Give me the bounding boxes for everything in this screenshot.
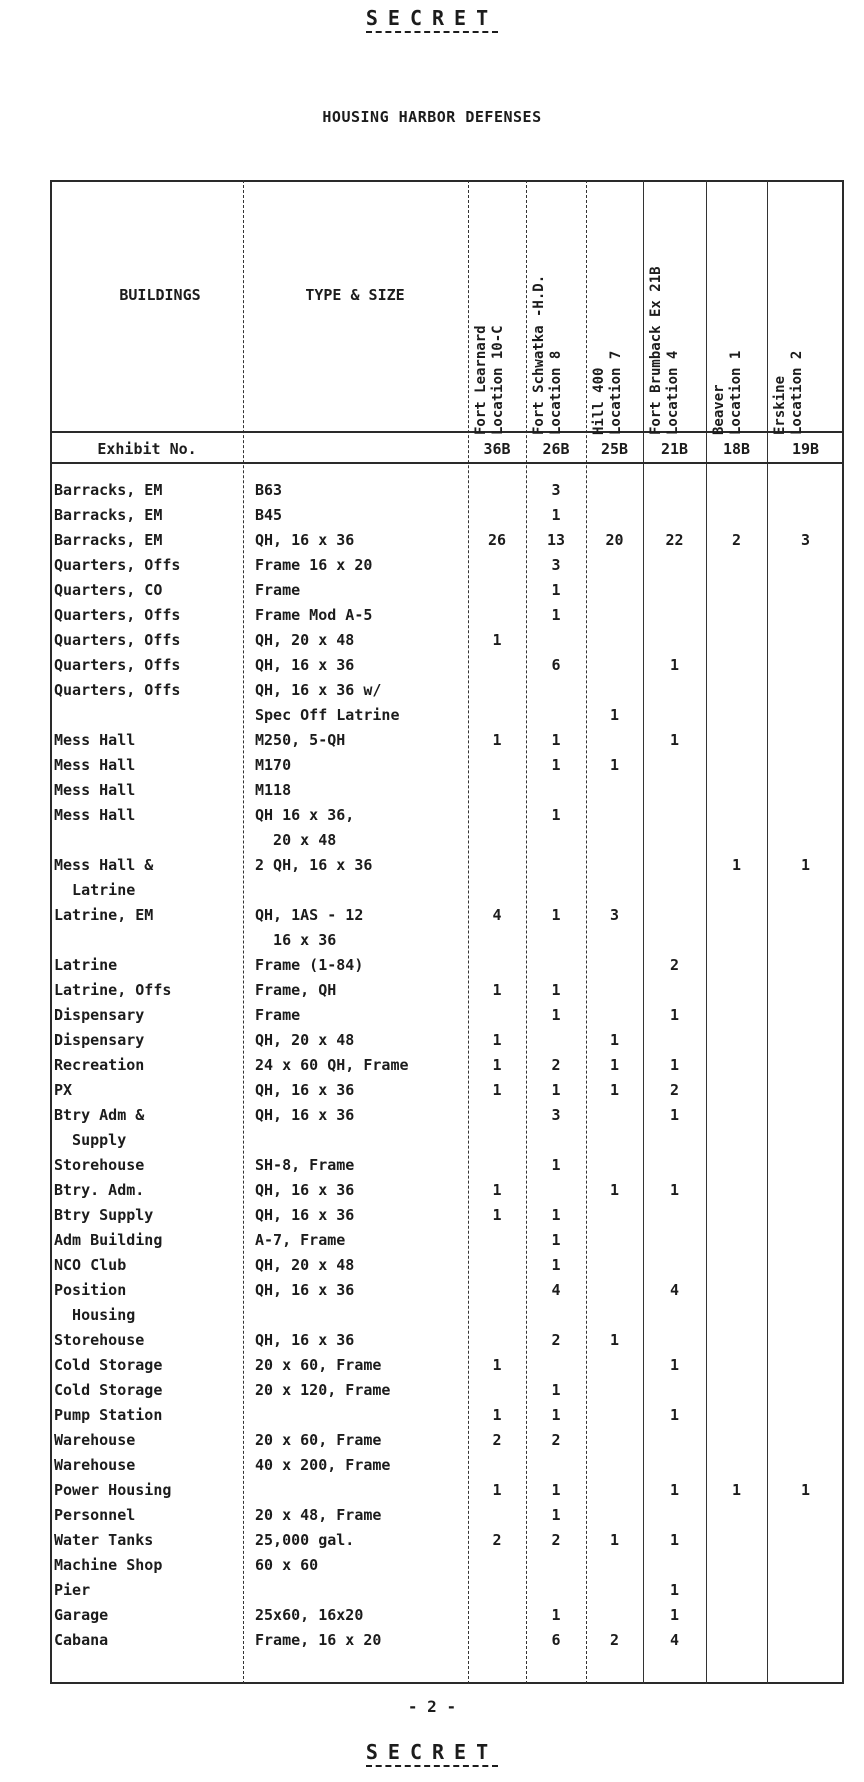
count-cell: 3 — [551, 481, 561, 499]
location-header — [473, 190, 523, 435]
column-divider — [706, 180, 707, 1684]
type-size-line: QH, 16 x 36 — [255, 1331, 355, 1349]
type-size-cell — [255, 803, 467, 853]
type-size-cell — [255, 728, 467, 753]
type-size-cell — [255, 1253, 467, 1278]
exhibit-number: 21B — [660, 440, 689, 458]
count-cell: 6 — [551, 656, 561, 674]
count-cell: 1 — [551, 906, 561, 924]
count-cell: 4 — [492, 906, 502, 924]
type-size-line: QH, 16 x 36 — [255, 1281, 355, 1299]
count-cell: 2 — [551, 1431, 561, 1449]
count-cell: 2 — [669, 956, 680, 974]
count-cell: 1 — [551, 1256, 561, 1274]
building-line: Quarters, Offs — [54, 556, 181, 574]
type-size-cell — [255, 1078, 467, 1103]
type-size-cell — [255, 903, 467, 953]
building-cell — [54, 1228, 239, 1253]
building-cell — [54, 1253, 239, 1278]
type-size-cell — [255, 1053, 467, 1078]
type-size-line: M170 — [255, 756, 292, 774]
location-header — [591, 190, 640, 435]
building-line: Dispensary — [54, 1031, 145, 1049]
building-line: Cold Storage — [54, 1381, 163, 1399]
column-divider — [526, 180, 527, 1684]
building-line: Power Housing — [54, 1481, 172, 1499]
building-line: Quarters, Offs — [54, 631, 181, 649]
type-size-line: 20 x 60, Frame — [255, 1356, 382, 1374]
count-cell: 2 — [551, 1531, 561, 1549]
building-line: Mess Hall & — [54, 856, 154, 874]
count-cell: 1 — [609, 706, 620, 724]
type-size-cell — [255, 503, 467, 528]
count-cell: 1 — [492, 1081, 502, 1099]
count-cell: 1 — [669, 1056, 680, 1074]
building-line: Pier — [54, 1581, 91, 1599]
type-size-line: QH, 1AS - 12 — [255, 906, 364, 924]
exhibit-number: 36B — [483, 440, 511, 458]
building-cell — [54, 603, 239, 628]
building-line: Water Tanks — [54, 1531, 154, 1549]
count-cell: 1 — [551, 1381, 561, 1399]
column-divider — [243, 180, 244, 1684]
type-size-line: 20 x 120, Frame — [255, 1381, 391, 1399]
building-cell — [54, 1453, 239, 1478]
building-cell — [54, 1328, 239, 1353]
building-line: Cabana — [54, 1631, 109, 1649]
type-size-cell — [255, 1603, 467, 1628]
location-header-text — [473, 190, 523, 435]
count-cell: 1 — [551, 981, 561, 999]
building-cell — [54, 503, 239, 528]
count-cell: 1 — [492, 1031, 502, 1049]
building-cell — [54, 1553, 239, 1578]
type-size-cell — [255, 578, 467, 603]
type-size-line: 60 x 60 — [255, 1556, 319, 1574]
count-cell: 1 — [609, 756, 620, 774]
building-line: Quarters, Offs — [54, 656, 181, 674]
type-size-line: QH, 20 x 48 — [255, 1031, 355, 1049]
count-cell: 1 — [492, 1056, 502, 1074]
type-size-cell — [255, 1103, 467, 1128]
count-cell: 2 — [669, 1081, 680, 1099]
count-cell: 1 — [800, 1481, 811, 1499]
building-line: Barracks, EM — [54, 481, 163, 499]
building-line: Btry. Adm. — [54, 1181, 145, 1199]
building-line: Position — [54, 1281, 127, 1299]
count-cell: 1 — [551, 1006, 561, 1024]
count-cell: 1 — [551, 1606, 561, 1624]
location-header-text — [591, 190, 640, 435]
building-cell — [54, 803, 239, 828]
type-size-cell — [255, 478, 467, 503]
building-cell — [54, 1003, 239, 1028]
count-cell: 3 — [551, 556, 561, 574]
type-size-cell — [255, 853, 467, 878]
exhibit-number: 25B — [600, 440, 629, 458]
building-cell — [54, 1403, 239, 1428]
building-line: Supply — [54, 1131, 127, 1149]
count-cell: 3 — [800, 531, 811, 549]
column-divider — [468, 180, 469, 1684]
type-size-cell — [255, 1228, 467, 1253]
building-line: Mess Hall — [54, 781, 136, 799]
count-cell: 1 — [669, 1106, 680, 1124]
type-size-cell — [255, 1153, 467, 1178]
count-cell: 1 — [609, 1031, 620, 1049]
building-line: Mess Hall — [54, 756, 136, 774]
count-cell: 1 — [492, 981, 502, 999]
building-cell — [54, 1578, 239, 1603]
location-header-text — [648, 190, 703, 435]
building-cell — [54, 528, 239, 553]
count-cell: 2 — [492, 1431, 502, 1449]
column-divider — [767, 180, 768, 1684]
building-cell — [54, 753, 239, 778]
building-line: Personnel — [54, 1506, 136, 1524]
type-size-line: QH, 16 x 36 — [255, 1181, 355, 1199]
count-cell: 2 — [551, 1056, 561, 1074]
type-size-cell — [255, 1628, 467, 1653]
type-size-cell — [255, 603, 467, 628]
type-size-line: QH, 16 x 36 — [255, 531, 355, 549]
type-size-line: Frame (1-84) — [255, 956, 364, 974]
type-size-cell — [255, 1428, 467, 1453]
count-cell: 26 — [487, 531, 507, 549]
count-cell: 1 — [551, 756, 561, 774]
page-number: - 2 - — [407, 1697, 457, 1716]
location-name: Beaver — [711, 384, 727, 435]
type-size-line: QH 16 x 36, — [255, 806, 355, 824]
location-label: Location 2 — [789, 350, 805, 435]
building-line: Quarters, Offs — [54, 681, 181, 699]
building-cell — [54, 978, 239, 1003]
building-cell — [54, 1628, 239, 1653]
building-cell — [54, 1528, 239, 1553]
building-line: Latrine, EM — [54, 906, 154, 924]
type-size-line: QH, 16 x 36 — [255, 1106, 355, 1124]
count-cell: 1 — [609, 1331, 620, 1349]
building-cell — [54, 903, 239, 928]
building-cell — [54, 778, 239, 803]
type-size-cell — [255, 1278, 467, 1303]
location-label: Location 1 — [728, 350, 744, 435]
location-name: Erskine — [772, 375, 788, 435]
type-size-line: 24 x 60 QH, Frame — [255, 1056, 409, 1074]
exhibit-number: 18B — [722, 440, 751, 458]
building-cell — [54, 1028, 239, 1053]
count-cell: 1 — [492, 1481, 502, 1499]
building-cell — [54, 553, 239, 578]
type-size-line: Frame Mod A-5 — [255, 606, 373, 624]
building-line: Latrine, Offs — [54, 981, 172, 999]
count-cell: 1 — [551, 606, 561, 624]
count-cell: 1 — [669, 1606, 680, 1624]
building-cell — [54, 678, 239, 703]
type-size-cell — [255, 628, 467, 653]
count-cell: 1 — [609, 1531, 620, 1549]
type-size-line: Frame, 16 x 20 — [255, 1631, 382, 1649]
building-cell — [54, 1353, 239, 1378]
type-size-line: 2 QH, 16 x 36 — [255, 856, 373, 874]
type-size-line: QH, 20 x 48 — [255, 1256, 355, 1274]
count-cell: 1 — [492, 1181, 502, 1199]
building-cell — [54, 1428, 239, 1453]
type-size-line: QH, 16 x 36 — [255, 656, 355, 674]
classification-bottom — [0, 1740, 864, 1764]
type-size-line: 20 x 48 — [255, 831, 337, 849]
type-size-line: QH, 20 x 48 — [255, 631, 355, 649]
type-size-line: 16 x 36 — [255, 931, 337, 949]
building-cell — [54, 1078, 239, 1103]
count-cell: 1 — [669, 731, 680, 749]
count-cell: 6 — [551, 1631, 561, 1649]
building-cell — [54, 653, 239, 678]
count-cell: 1 — [731, 1481, 742, 1499]
header-buildings: BUILDINGS — [119, 286, 201, 304]
building-line: Barracks, EM — [54, 506, 163, 524]
count-cell: 1 — [551, 1156, 561, 1174]
column-divider — [643, 180, 644, 1684]
building-cell — [54, 1178, 239, 1203]
building-line: Quarters, CO — [54, 581, 163, 599]
count-cell: 22 — [665, 531, 684, 549]
type-size-cell — [255, 978, 467, 1003]
building-cell — [54, 1153, 239, 1178]
header-exhibit-no: Exhibit No. — [97, 440, 197, 458]
building-line: Warehouse — [54, 1431, 136, 1449]
building-line: Btry Supply — [54, 1206, 154, 1224]
building-line: Adm Building — [54, 1231, 163, 1249]
count-cell: 1 — [669, 656, 680, 674]
exhibit-rule — [50, 462, 844, 464]
type-size-cell — [255, 1553, 467, 1578]
type-size-line: SH-8, Frame — [255, 1156, 355, 1174]
type-size-cell — [255, 1528, 467, 1553]
building-line: Recreation — [54, 1056, 145, 1074]
location-header-text — [531, 190, 583, 435]
count-cell: 4 — [669, 1631, 680, 1649]
building-cell — [54, 1478, 239, 1503]
building-cell — [54, 1378, 239, 1403]
location-label: Location 7 — [608, 350, 624, 435]
type-size-cell — [255, 1503, 467, 1528]
classification-bottom-text: SECRET — [366, 1740, 498, 1767]
building-line: Warehouse — [54, 1456, 136, 1474]
exhibit-number: 26B — [542, 440, 570, 458]
count-cell: 1 — [551, 1081, 561, 1099]
count-cell: 4 — [669, 1281, 680, 1299]
location-name: Hill 400 — [591, 367, 607, 435]
type-size-cell — [255, 1328, 467, 1353]
type-size-line: QH, 16 x 36 w/ — [255, 681, 382, 699]
location-name: Fort Schwatka -H.D. — [531, 274, 547, 435]
type-size-line: M118 — [255, 781, 292, 799]
count-cell: 3 — [551, 1106, 561, 1124]
type-size-line: 25x60, 16x20 — [255, 1606, 364, 1624]
type-size-cell — [255, 953, 467, 978]
count-cell: 1 — [551, 506, 561, 524]
type-size-cell — [255, 778, 467, 803]
count-cell: 1 — [609, 1056, 620, 1074]
building-line: Machine Shop — [54, 1556, 163, 1574]
count-cell: 1 — [551, 731, 561, 749]
building-line: Garage — [54, 1606, 109, 1624]
count-cell: 1 — [609, 1181, 620, 1199]
type-size-line: B45 — [255, 506, 283, 524]
type-size-cell — [255, 653, 467, 678]
building-line: Storehouse — [54, 1331, 145, 1349]
count-cell: 1 — [669, 1006, 680, 1024]
location-header — [772, 190, 841, 435]
type-size-line: Frame — [255, 1006, 301, 1024]
building-cell — [54, 1053, 239, 1078]
type-size-cell — [255, 1353, 467, 1378]
type-size-line: B63 — [255, 481, 283, 499]
building-line: PX — [54, 1081, 73, 1099]
location-header — [531, 190, 583, 435]
count-cell: 1 — [669, 1481, 680, 1499]
count-cell: 13 — [546, 531, 566, 549]
building-cell — [54, 1103, 239, 1153]
count-cell: 1 — [551, 1231, 561, 1249]
building-line: Latrine — [54, 881, 136, 899]
type-size-cell — [255, 1378, 467, 1403]
type-size-cell — [255, 553, 467, 578]
type-size-line: A-7, Frame — [255, 1231, 346, 1249]
count-cell: 3 — [609, 906, 620, 924]
type-size-cell — [255, 1203, 467, 1228]
location-label: Location 8 — [548, 350, 564, 435]
building-cell — [54, 853, 239, 903]
building-cell — [54, 478, 239, 503]
building-line: Pump Station — [54, 1406, 163, 1424]
type-size-line: 25,000 gal. — [255, 1531, 355, 1549]
type-size-line: Frame — [255, 581, 301, 599]
building-line: Quarters, Offs — [54, 606, 181, 624]
column-divider — [586, 180, 587, 1684]
document-title: HOUSING HARBOR DEFENSES — [322, 108, 542, 126]
type-size-line: M250, 5-QH — [255, 731, 346, 749]
count-cell: 1 — [800, 856, 811, 874]
building-line: Mess Hall — [54, 806, 136, 824]
location-header-text — [711, 190, 764, 435]
type-size-line: QH, 16 x 36 — [255, 1081, 355, 1099]
location-label: Location 10-C — [490, 325, 506, 435]
building-line: NCO Club — [54, 1256, 127, 1274]
count-cell: 2 — [731, 531, 742, 549]
count-cell: 1 — [551, 806, 561, 824]
count-cell: 1 — [669, 1531, 680, 1549]
count-cell: 1 — [551, 1481, 561, 1499]
building-cell — [54, 1603, 239, 1628]
count-cell: 1 — [551, 1406, 561, 1424]
type-size-cell — [255, 528, 467, 553]
building-line: Housing — [54, 1306, 136, 1324]
building-cell — [54, 1203, 239, 1228]
type-size-line: Frame 16 x 20 — [255, 556, 373, 574]
type-size-cell — [255, 1003, 467, 1028]
building-cell — [54, 1278, 239, 1328]
building-line: Mess Hall — [54, 731, 136, 749]
type-size-line: Spec Off Latrine — [255, 706, 400, 724]
type-size-line: 20 x 48, Frame — [255, 1506, 382, 1524]
count-cell: 1 — [669, 1581, 680, 1599]
type-size-cell — [255, 1178, 467, 1203]
type-size-cell — [255, 678, 467, 728]
location-name: Fort Brumback Ex 21B — [648, 266, 664, 435]
building-cell — [54, 628, 239, 653]
location-header-text — [772, 190, 841, 435]
count-cell: 20 — [605, 531, 624, 549]
type-size-cell — [255, 1028, 467, 1053]
type-size-cell — [255, 1453, 467, 1478]
count-cell: 2 — [551, 1331, 561, 1349]
building-line: Btry Adm & — [54, 1106, 145, 1124]
location-name: Fort Learnard — [473, 325, 489, 435]
count-cell: 1 — [609, 1081, 620, 1099]
type-size-line: Frame, QH — [255, 981, 337, 999]
count-cell: 1 — [492, 731, 502, 749]
count-cell: 2 — [609, 1631, 620, 1649]
count-cell: 1 — [669, 1356, 680, 1374]
type-size-line: QH, 16 x 36 — [255, 1206, 355, 1224]
count-cell: 1 — [669, 1406, 680, 1424]
location-header — [648, 190, 703, 435]
exhibit-number: 19B — [791, 440, 820, 458]
building-line: Dispensary — [54, 1006, 145, 1024]
building-cell — [54, 1503, 239, 1528]
count-cell: 1 — [492, 631, 502, 649]
count-cell: 1 — [492, 1206, 502, 1224]
count-cell: 1 — [551, 1506, 561, 1524]
count-cell: 1 — [731, 856, 742, 874]
type-size-line: 40 x 200, Frame — [255, 1456, 391, 1474]
classification-top — [0, 6, 864, 30]
count-cell: 2 — [492, 1531, 502, 1549]
building-line: Latrine — [54, 956, 118, 974]
classification-top-text: SECRET — [366, 6, 498, 33]
building-cell — [54, 578, 239, 603]
header-type-size: TYPE & SIZE — [305, 286, 405, 304]
location-label: Location 4 — [665, 350, 681, 435]
type-size-cell — [255, 753, 467, 778]
count-cell: 1 — [669, 1181, 680, 1199]
building-line: Cold Storage — [54, 1356, 163, 1374]
building-cell — [54, 728, 239, 753]
count-cell: 1 — [492, 1356, 502, 1374]
building-cell — [54, 953, 239, 978]
count-cell: 1 — [551, 1206, 561, 1224]
location-header — [711, 190, 764, 435]
count-cell: 4 — [551, 1281, 561, 1299]
building-line: Barracks, EM — [54, 531, 163, 549]
count-cell: 1 — [551, 581, 561, 599]
type-size-line: 20 x 60, Frame — [255, 1431, 382, 1449]
building-line: Storehouse — [54, 1156, 145, 1174]
count-cell: 1 — [492, 1406, 502, 1424]
